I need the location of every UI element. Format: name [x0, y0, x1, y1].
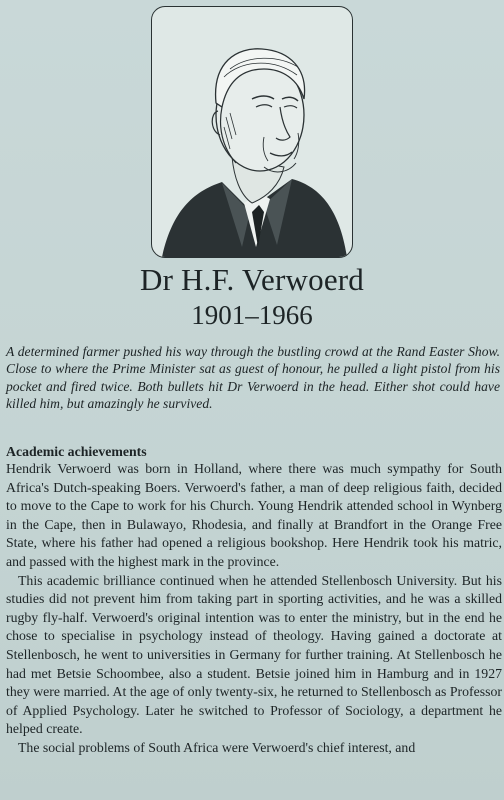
body-text	[6, 460, 502, 758]
body-paragraph: Hendrik Verwoerd was born in Holland, where there was much sympathy for South Africa's Dutch-speaking Boers. Verwoerd's father, a man of deep religious faith, decided to move to the Cape to work for his Church. Young Hendrik attended school in Wynberg in the Cape, then in Bulawayo, Rhodesia, and finally at Brandfort in the Orange Free State, where his father had opened a religious bookshop. Here Hendrik took his matric, and passed with the highest mark in the province.	[6, 461, 502, 569]
body-paragraph: The social problems of South Africa were Verwoerd's chief interest, and	[18, 739, 416, 755]
page-title: Dr H.F. Verwoerd	[140, 262, 364, 297]
life-dates: 1901–1966	[191, 300, 313, 330]
intro-paragraph: A determined farmer pushed his way through the bustling crowd at the Rand Easter Show. Close to where the Prime Minister sat as guest of honour, he pulled a light pistol from his pocket and fired twice. Both bullets hit Dr Verwoerd in the head. Either shot could have killed him, but amazingly he survived.	[6, 344, 500, 411]
portrait-illustration	[151, 6, 353, 258]
section-heading: Academic achievements	[6, 444, 147, 459]
portrait-sketch	[152, 7, 352, 257]
body-paragraph: This academic brilliance continued when he attended Stellenbosch University. But his studies did not prevent him from taking part in sporting activities, and he was a skilled rugby fly-half. Verwoerd's original intention was to enter the ministry, but in the end he chose to specialise in psychology instead of theology. Having gained a doctorate at Stellenbosch, he went to universities in Germany for further training. At Stellenbosch he had met Betsie Schoombee, also a student. Betsie joined him in Hamburg and in 1927 they were married. At the age of only twenty-six, he returned to Stellenbosch as Professor of Applied Psychology. Later he switched to Professor of Sociology, a department he helped create.	[6, 572, 502, 737]
